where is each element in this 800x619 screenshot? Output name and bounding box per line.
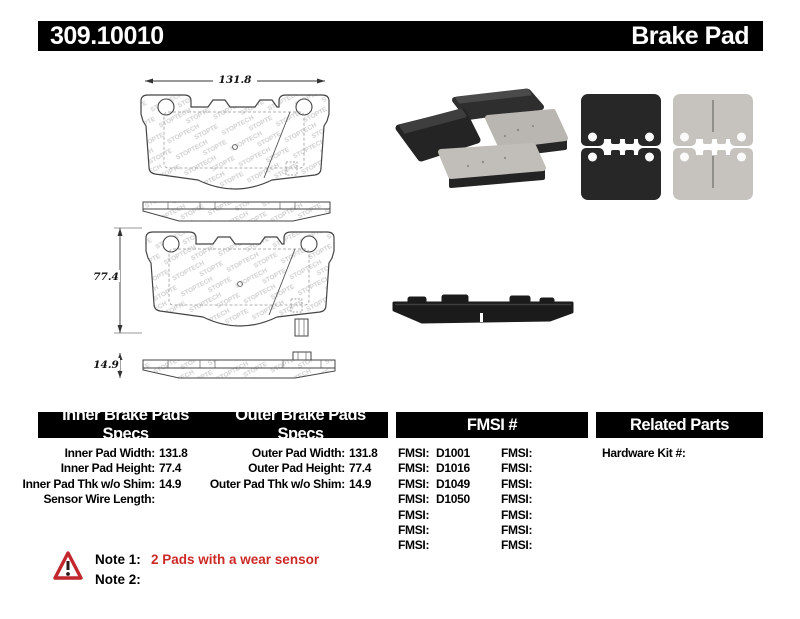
fmsi-value [539,446,593,461]
fmsi-label: FMSI: [501,522,533,537]
spec-value: 14.9 [159,476,182,491]
dimension-thickness-label: 14.9 [93,359,119,371]
spec-value: 131.8 [349,446,378,460]
fmsi-label: FMSI: [398,476,430,491]
spec-label: Inner Pad Thk w/o Shim: [22,476,155,491]
dimension-height-label: 77.4 [93,271,119,283]
fmsi-row [398,508,593,523]
fmsi-label: FMSI: [398,507,430,522]
outer-pad-front-view [141,95,329,189]
spec-row [205,461,385,476]
product-photo-pads-perspective [393,88,588,188]
note-2 [95,572,151,587]
fmsi-label: FMSI: [501,492,533,507]
fmsi-label: FMSI: [501,476,533,491]
fmsi-label: FMSI: [398,522,430,537]
fmsi-label: FMSI: [398,461,430,476]
wear-sensor [295,319,308,336]
spec-value: 77.4 [349,461,372,476]
spec-label: Outer Pad Width: [251,446,345,460]
fmsi-value [436,538,501,553]
fmsi-label: FMSI: [398,538,430,553]
pad-friction-face [673,94,753,146]
fmsi-value [539,492,593,507]
fmsi-value: D1050 [436,492,470,507]
fmsi-row [398,492,593,507]
spec-label: Sensor Wire Length: [43,492,155,507]
fmsi-value [539,477,593,492]
fmsi-label: FMSI: [398,492,430,507]
fmsi-value: D1049 [436,476,470,491]
product-photo-pad-edge [392,289,574,334]
spec-value: 14.9 [349,476,372,491]
fmsi-label: FMSI: [398,446,430,460]
dimension-width [145,73,325,86]
inner-specs-column [18,446,195,508]
fmsi-label: FMSI: [501,461,533,476]
product-type-title: Brake Pad [631,21,749,50]
outer-specs-column [205,446,385,492]
related-parts-header: Related Parts [630,415,729,434]
fmsi-header-bar [396,412,588,438]
pad-friction-face [673,148,753,200]
fmsi-label: FMSI: [501,446,533,460]
spec-row [18,446,195,461]
spec-label: Inner Pad Width: [64,446,155,460]
fmsi-row [398,477,593,492]
fmsi-header: FMSI # [466,415,518,434]
fmsi-value: D1016 [436,461,470,476]
technical-drawing [90,66,350,386]
outer-specs-header: Outer Brake Pads Specs [235,406,366,443]
inner-specs-header: Inner Brake Pads Specs [62,406,189,443]
fmsi-value [539,523,593,538]
note-1-value: 2 Pads with a wear sensor [151,552,320,567]
spec-row [602,446,762,461]
fmsi-value [539,461,593,476]
spec-row [205,477,385,492]
fmsi-row [398,461,593,476]
dimension-thickness [92,353,123,378]
title-bar [38,21,763,51]
specs-header-bar [38,406,388,443]
fmsi-row [398,523,593,538]
fmsi-value [539,538,593,553]
spec-value [686,446,690,461]
note-1-label: Note 1: [95,552,141,567]
fmsi-column [398,446,593,554]
warning-triangle-icon [53,550,83,582]
product-photo-pads-flat [573,88,758,200]
note-2-label: Note 2: [95,572,141,587]
fmsi-label: FMSI: [501,507,533,522]
spec-row [18,477,195,492]
fmsi-label: FMSI: [501,538,533,553]
spec-row [205,446,385,461]
part-number: 309.10010 [50,21,164,50]
spec-label: Outer Pad Thk w/o Shim: [209,476,345,491]
pad-backing-plate [581,148,661,200]
pad-backing-plate [581,94,661,146]
spec-label: Outer Pad Height: [248,461,345,476]
fmsi-value [436,523,501,538]
fmsi-row [398,538,593,553]
related-parts-header-bar [596,412,763,438]
spec-row [18,461,195,476]
fmsi-value [539,508,593,523]
dimension-height [92,228,142,333]
fmsi-value [436,508,501,523]
spec-value [155,492,195,507]
dimension-width-label: 131.8 [218,74,252,86]
spec-row [18,492,195,507]
spec-label: Inner Pad Height: [60,461,155,476]
related-parts-column [602,446,762,461]
outer-pad-side-view [143,202,330,221]
spec-label: Hardware Kit #: [602,446,686,460]
spec-value: 77.4 [159,461,182,476]
fmsi-row [398,446,593,461]
note-1 [95,552,319,567]
inner-pad-front-view [146,232,334,336]
fmsi-value: D1001 [436,446,470,460]
spec-value: 131.8 [159,446,188,460]
inner-pad-side-view [143,352,335,378]
